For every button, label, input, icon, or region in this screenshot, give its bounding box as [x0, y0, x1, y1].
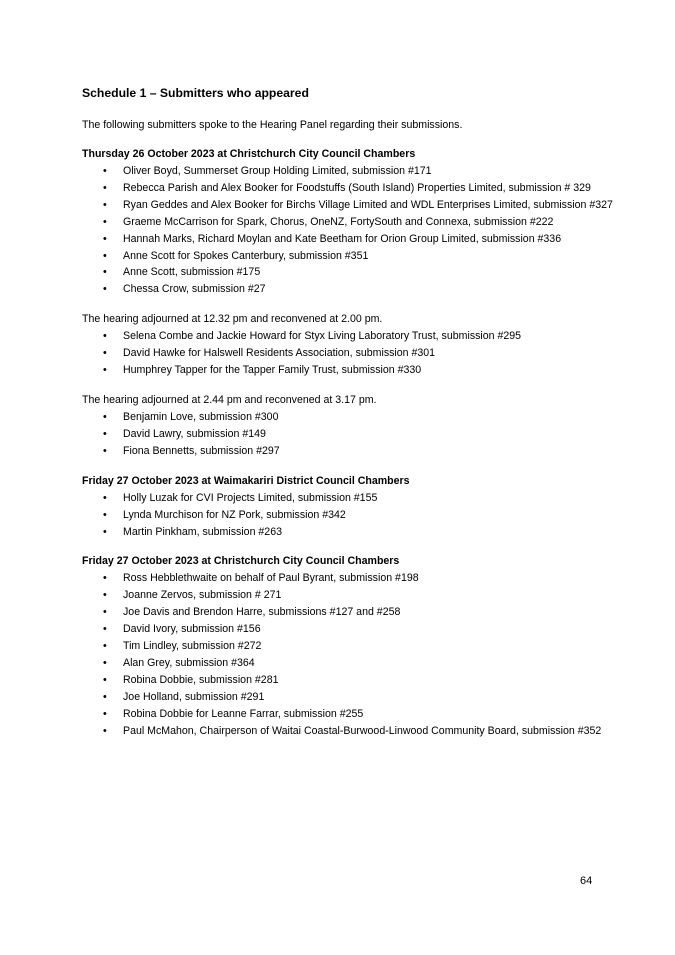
submitter-list: [82, 570, 622, 739]
bullet-icon: •: [103, 266, 107, 279]
submitter-text: Selena Combe and Jackie Howard for Styx Living Laboratory Trust, submission #295: [123, 330, 522, 343]
bullet-icon: •: [103, 232, 107, 245]
bullet-icon: •: [103, 364, 107, 377]
submitter-text: Fiona Bennetts, submission #297: [123, 444, 280, 457]
submitter-text: Paul McMahon, Chairperson of Waitai Coastal-Burwood-Linwood Community Board, submission #352: [123, 724, 602, 737]
bullet-icon: •: [103, 640, 107, 653]
list-item: [82, 655, 622, 672]
list-item: [82, 524, 622, 541]
bullet-icon: •: [103, 249, 107, 262]
intro-paragraph: The following submitters spoke to the Hearing Panel regarding their submissions.: [82, 119, 463, 131]
submitter-text: David Hawke for Halswell Residents Association, submission #301: [123, 347, 436, 360]
submitter-text: Oliver Boyd, Summerset Group Holding Limited, submission #171: [123, 165, 432, 177]
sections-container: [82, 147, 622, 739]
submitter-text: Ross Hebblethwaite on behalf of Paul Byrant, submission #198: [123, 572, 419, 585]
list-item: [82, 443, 622, 460]
list-item: [82, 163, 622, 180]
bullet-icon: •: [103, 347, 107, 360]
list-item: [82, 328, 622, 345]
list-item: [82, 281, 622, 298]
submitter-text: Robina Dobbie for Leanne Farrar, submission #255: [123, 707, 364, 720]
submitter-text: Graeme McCarrison for Spark, Chorus, OneNZ, FortySouth and Connexa, submission #222: [123, 215, 554, 228]
list-item: [82, 604, 622, 621]
submitter-text: Tim Lindley, submission #272: [123, 640, 262, 653]
bullet-icon: •: [103, 181, 107, 194]
bullet-icon: •: [103, 673, 107, 686]
list-item: [82, 197, 622, 214]
list-item: [82, 706, 622, 723]
section-heading: Friday 27 October 2023 at Christchurch City Council Chambers: [82, 555, 400, 568]
list-item: [82, 180, 622, 197]
bullet-icon: •: [103, 444, 107, 457]
submitter-text: Chessa Crow, submission #27: [123, 283, 266, 296]
bullet-icon: •: [103, 525, 107, 538]
submitter-text: Robina Dobbie, submission #281: [123, 673, 279, 686]
submitter-text: Joanne Zervos, submission # 271: [123, 589, 282, 602]
bullet-icon: •: [103, 330, 107, 343]
submitter-text: Joe Davis and Brendon Harre, submissions #127 and #258: [123, 606, 401, 619]
submitter-text: David Lawry, submission #149: [123, 427, 266, 440]
submitter-text: Benjamin Love, submission #300: [123, 410, 279, 423]
bullet-icon: •: [103, 427, 107, 440]
submitter-text: Ryan Geddes and Alex Booker for Birchs Village Limited and WDL Enterprises Limited, submission #327: [123, 198, 613, 211]
list-item: [82, 248, 622, 265]
list-item: [82, 507, 622, 524]
bullet-icon: •: [103, 724, 107, 737]
submitter-list: [82, 163, 622, 298]
bullet-icon: •: [103, 491, 107, 504]
adjournment-note: The hearing adjourned at 2.44 pm and reconvened at 3.17 pm.: [82, 393, 377, 406]
bullet-icon: •: [103, 410, 107, 423]
list-item: [82, 362, 622, 379]
bullet-icon: •: [103, 690, 107, 703]
list-item: [82, 264, 622, 281]
list-item: [82, 490, 622, 507]
submitter-text: Joe Holland, submission #291: [123, 690, 265, 703]
submitter-text: Martin Pinkham, submission #263: [123, 525, 282, 538]
bullet-icon: •: [103, 508, 107, 521]
hearing-section: [82, 147, 622, 460]
submitter-text: Humphrey Tapper for the Tapper Family Trust, submission #330: [123, 364, 422, 377]
bullet-icon: •: [103, 589, 107, 602]
hearing-section: [82, 474, 622, 541]
bullet-icon: •: [103, 215, 107, 228]
list-item: [82, 409, 622, 426]
submitter-text: David Ivory, submission #156: [123, 623, 261, 636]
submitter-list: [82, 409, 622, 460]
bullet-icon: •: [103, 623, 107, 636]
list-item: [82, 570, 622, 587]
list-item: [82, 689, 622, 706]
bullet-icon: •: [103, 198, 107, 211]
section-heading: Thursday 26 October 2023 at Christchurch City Council Chambers: [82, 148, 416, 160]
hearing-section: [82, 554, 622, 739]
submitter-text: Holly Luzak for CVI Projects Limited, submission #155: [123, 491, 378, 504]
list-item: [82, 214, 622, 231]
submitter-list: [82, 490, 622, 541]
bullet-icon: •: [103, 283, 107, 296]
list-item: [82, 231, 622, 248]
bullet-icon: •: [103, 606, 107, 619]
page-number: 64: [580, 875, 593, 887]
bullet-icon: •: [103, 572, 107, 585]
adjournment-note: The hearing adjourned at 12.32 pm and reconvened at 2.00 pm.: [82, 313, 383, 326]
submitter-text: Rebecca Parish and Alex Booker for Foodstuffs (South Island) Properties Limited, submission # 329: [123, 181, 591, 194]
list-item: [82, 426, 622, 443]
list-item: [82, 672, 622, 689]
submitter-text: Hannah Marks, Richard Moylan and Kate Beetham for Orion Group Limited, submission #336: [123, 232, 562, 245]
list-item: [82, 638, 622, 655]
bullet-icon: •: [103, 707, 107, 720]
list-item: [82, 345, 622, 362]
list-item: [82, 621, 622, 638]
submitter-text: Anne Scott for Spokes Canterbury, submission #351: [123, 249, 369, 262]
list-item: [82, 723, 622, 740]
submitter-list: [82, 328, 622, 379]
list-item: [82, 587, 622, 604]
submitter-text: Lynda Murchison for NZ Pork, submission #342: [123, 508, 346, 521]
schedule-title: Schedule 1 – Submitters who appeared: [82, 86, 309, 100]
section-heading: Friday 27 October 2023 at Waimakariri District Council Chambers: [82, 474, 410, 487]
bullet-icon: •: [103, 165, 107, 177]
submitter-text: Anne Scott, submission #175: [123, 266, 261, 279]
submitter-text: Alan Grey, submission #364: [123, 656, 255, 669]
bullet-icon: •: [103, 656, 107, 669]
document-page: [82, 85, 622, 739]
